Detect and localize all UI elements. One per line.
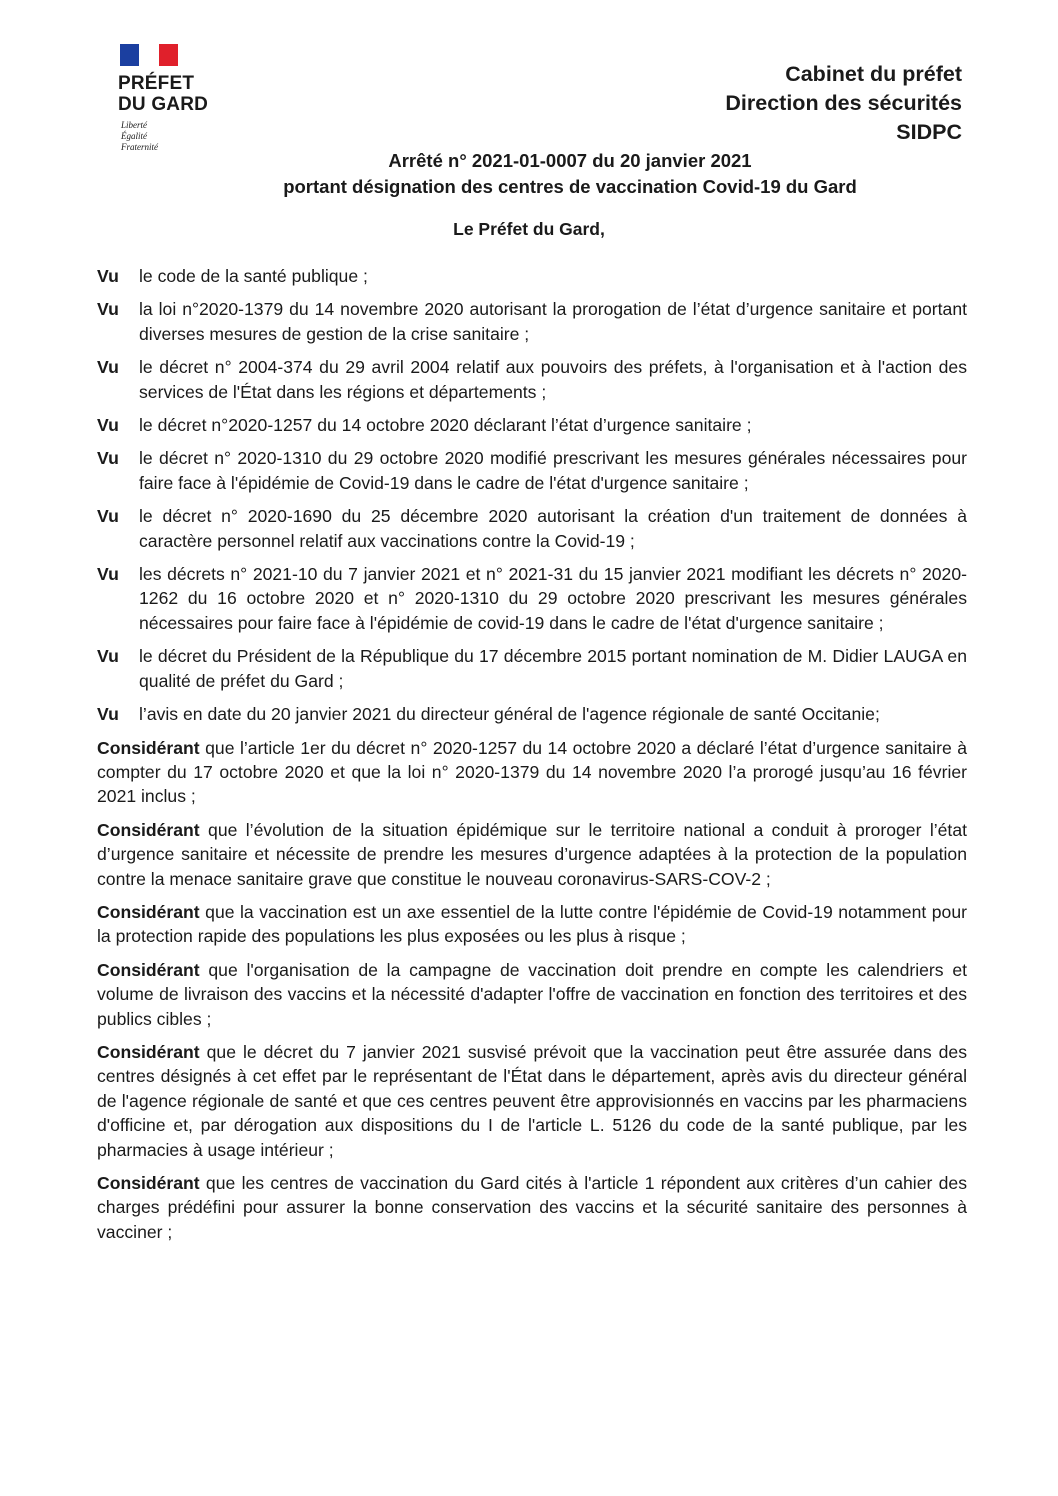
document-title — [140, 148, 1000, 200]
considerant-item — [97, 900, 967, 949]
visa-key: Vu — [97, 266, 119, 286]
considerant-item — [97, 818, 967, 891]
devise-fraternite: Fraternité — [121, 142, 158, 152]
visa-item — [97, 702, 967, 726]
considerant-item — [97, 736, 967, 809]
visa-item — [97, 264, 967, 288]
visa-key: Vu — [97, 506, 119, 527]
visa-text: le décret n°2020-1257 du 14 octobre 2020 déclarant l’état d’urgence sanitaire ; — [139, 415, 752, 436]
visa-item — [97, 446, 967, 495]
prefet-logo — [118, 44, 248, 153]
considerant-key: Considérant — [97, 819, 200, 840]
visa-item — [97, 413, 967, 437]
visa-key: Vu — [97, 299, 119, 320]
service-line-direction: Direction des sécurités — [725, 91, 962, 115]
considerant-key: Considérant — [97, 901, 200, 922]
considerant-text: que l’évolution de la situation épidémique sur le territoire national a conduit à proroger l’état d’urgence sanitaire et nécessite de prendre les mesures d’urgence adaptées à la protection de la population contre la menace sanitaire grave que constitue le nouveau coronavirus-SARS-COV-2 ; — [97, 819, 967, 889]
intro-line: Le Préfet du Gard, — [453, 219, 605, 239]
visa-key: Vu — [97, 564, 119, 585]
devise-egalite: Égalité — [121, 131, 147, 141]
visa-item — [97, 355, 967, 404]
considerant-item — [97, 958, 967, 1031]
visa-key: Vu — [97, 704, 119, 725]
considerant-text: que l’article 1er du décret n° 2020-1257 du 14 octobre 2020 a déclaré l’état d’urgence sanitaire à compter du 17 octobre 2020 et que la loi n° 2020-1379 du 14 novembre 2020 l’a prorogé jusqu’au 16 février 2021 inclus ; — [97, 737, 967, 807]
visa-text: le décret n° 2004-374 du 29 avril 2004 relatif aux pouvoirs des préfets, à l'organisation et à l'action des services de l'État dans les régions et départements ; — [139, 357, 967, 402]
considerant-item — [97, 1171, 967, 1244]
considerant-key: Considérant — [97, 1173, 200, 1193]
considerant-key: Considérant — [97, 959, 200, 980]
visa-item — [97, 504, 967, 553]
title-line-2: portant désignation des centres de vaccination Covid-19 du Gard — [283, 176, 857, 197]
visa-text: le code de la santé publique ; — [139, 266, 368, 286]
logo-prefet-text — [118, 73, 248, 115]
service-line-cabinet: Cabinet du préfet — [785, 62, 962, 86]
considerant-item — [97, 1040, 967, 1162]
devise-liberte: Liberté — [121, 120, 147, 130]
title-line-1: Arrêté n° 2021-01-0007 du 20 janvier 2021 — [388, 150, 752, 171]
visa-text: le décret n° 2020-1310 du 29 octobre 2020 modifié prescrivant les mesures générales nécessaires pour faire face à l'épidémie de Covid-19 dans le cadre de l'état d'urgence sanitaire ; — [139, 448, 967, 493]
considerant-key: Considérant — [97, 1041, 200, 1062]
logo-line-1: PRÉFET — [118, 73, 195, 94]
logo-line-2: DU GARD — [118, 94, 209, 115]
visa-key: Vu — [97, 357, 119, 378]
visa-key: Vu — [97, 448, 119, 469]
marianne-flag-icon — [120, 44, 178, 66]
service-line-sidpc: SIDPC — [896, 120, 962, 144]
considerant-text: que la vaccination est un axe essentiel de la lutte contre l'épidémie de Covid-19 notamment pour la protection rapide des populations les plus exposées ou les plus à risque ; — [97, 901, 967, 947]
visa-item — [97, 562, 967, 635]
considerant-key: Considérant — [97, 737, 200, 758]
considerant-text: que l'organisation de la campagne de vaccination doit prendre en compte les calendriers et volume de livraison des vaccins et la nécessité d'adapter l'offre de vaccination en fonction des territoires et des publics cibles ; — [97, 959, 967, 1029]
visa-text: l’avis en date du 20 janvier 2021 du directeur général de l'agence régionale de santé Occitanie; — [139, 704, 880, 725]
visa-text: le décret n° 2020-1690 du 25 décembre 2020 autorisant la création d'un traitement de données à caractère personnel relatif aux vaccinations contre la Covid-19 ; — [139, 506, 967, 551]
visa-key: Vu — [97, 415, 119, 436]
visa-item — [97, 644, 967, 693]
document-body — [97, 264, 967, 1253]
visa-key: Vu — [97, 646, 119, 667]
considerant-text: que les centres de vaccination du Gard cités à l'article 1 répondent aux critères d’un cahier des charges prédéfini pour assurer la bonne conservation des vaccins et la sécurité sanitaire des personnes à vacciner ; — [97, 1173, 967, 1242]
considerant-text: que le décret du 7 janvier 2021 susvisé prévoit que la vaccination peut être assurée dans des centres désignés à cet effet par le représentant de l'État dans le département, après avis du directeur général de l'agence régionale de santé et que ces centres peuvent être approvisionnés en vaccins par les pharmaciens d'officine et, par dérogation aux dispositions du I de l'article L. 5126 du code de la santé publique, par les pharmacies à usage intérieur ; — [97, 1041, 967, 1160]
visa-text: le décret du Président de la République du 17 décembre 2015 portant nomination de M. Didier LAUGA en qualité de préfet du Gard ; — [139, 646, 967, 691]
visa-item — [97, 297, 967, 346]
service-header — [725, 60, 962, 147]
visa-text: les décrets n° 2021-10 du 7 janvier 2021 et n° 2021-31 du 15 janvier 2021 modifiant les décrets n° 2020-1262 du 16 octobre 2020 et n° 2020-1310 du 29 octobre 2020 prescrivant les mesures générales nécessaires pour faire face à l'épidémie de covid-19 dans le cadre de l'état d'urgence sanitaire ; — [139, 564, 967, 633]
visa-text: la loi n°2020-1379 du 14 novembre 2020 autorisant la prorogation de l’état d’urgence sanitaire et portant diverses mesures de gestion de la crise sanitaire ; — [139, 299, 967, 344]
